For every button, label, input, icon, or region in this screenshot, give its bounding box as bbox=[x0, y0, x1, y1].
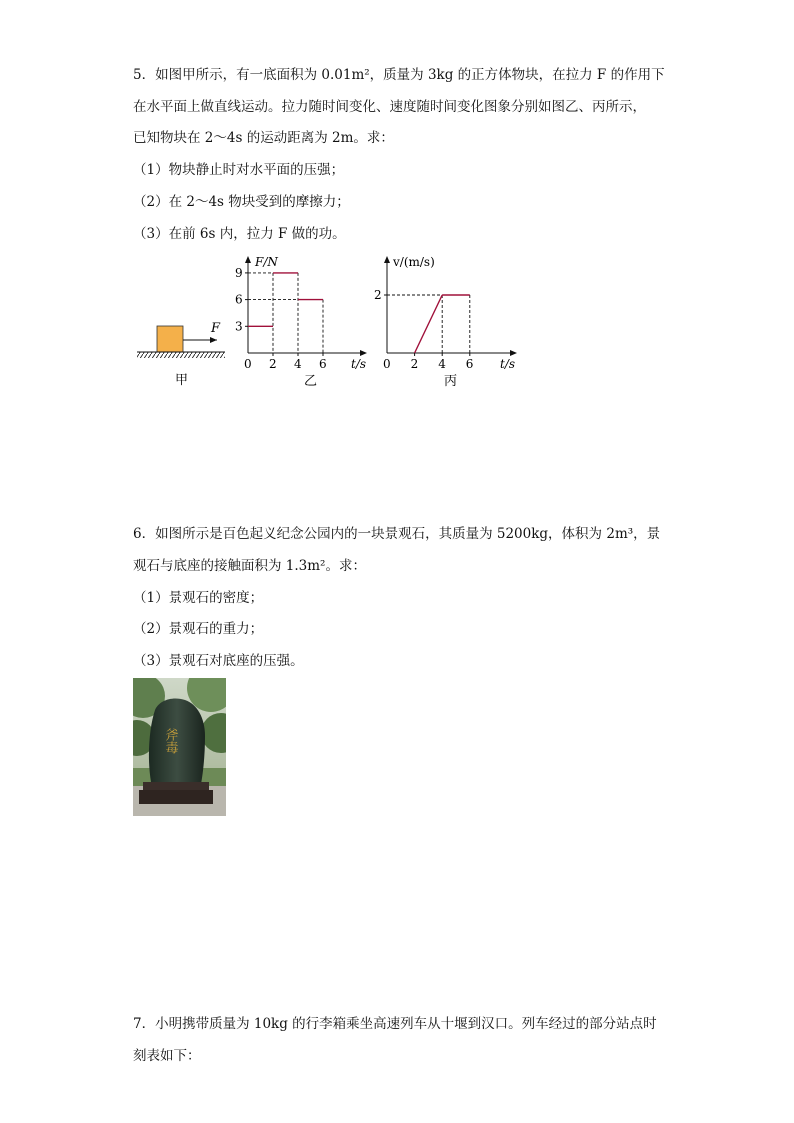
y-tick-label-2: 2 bbox=[374, 288, 382, 302]
y-axis-label bbox=[254, 255, 278, 269]
y-axis-arrow bbox=[384, 256, 390, 263]
velocity-segment-1 bbox=[415, 295, 443, 353]
x-axis-label: t/s bbox=[500, 357, 516, 371]
q6-text-line-2: 观石与底座的接触面积为 1.3m²。求： bbox=[133, 558, 366, 574]
q6-subquestion-1: （1）景观石的密度； bbox=[133, 590, 264, 606]
x-tick-label-4: 4 bbox=[294, 357, 302, 371]
figure-yi-force-time-chart bbox=[233, 252, 373, 392]
q5-text-line-1: 5．如图甲所示，有一底面积为 0.01m²，质量为 3kg 的正方体物块，在拉力 F 的作用下 bbox=[133, 67, 665, 83]
chart-yi-marks bbox=[235, 266, 327, 371]
q5-subquestion-2: （2）在 2～4s 物块受到的摩擦力； bbox=[133, 194, 350, 210]
x-tick-label-6: 6 bbox=[465, 357, 474, 371]
y-axis-label-text: F/N bbox=[255, 255, 278, 269]
block bbox=[157, 326, 183, 352]
q6-text-line-1: 6．如图所示是百色起义纪念公园内的一块景观石，其质量为 5200kg，体积为 2m³，景 bbox=[133, 526, 661, 542]
figure-jia bbox=[135, 318, 230, 393]
y-axis-arrow bbox=[245, 256, 251, 263]
y-axis-label: v/(m/s) bbox=[393, 255, 435, 269]
axes bbox=[384, 256, 517, 356]
stone-base bbox=[139, 790, 213, 804]
caption-yi: 乙 bbox=[304, 374, 318, 389]
q7-text-line-1: 7．小明携带质量为 10kg 的行李箱乘坐高速列车从十堰到汉口。列车经过的部分站点时 bbox=[133, 1016, 657, 1032]
caption-bing: 丙 bbox=[444, 374, 458, 389]
q5-subquestion-1: （1）物块静止时对水平面的压强； bbox=[133, 162, 345, 178]
q6-subquestion-2: （2）景观石的重力； bbox=[133, 621, 264, 637]
x-tick-label-2: 2 bbox=[269, 357, 277, 371]
force-label: F bbox=[211, 321, 221, 336]
y-tick-label-3: 3 bbox=[235, 319, 243, 334]
force-arrow-head bbox=[210, 337, 217, 343]
ground-hatch bbox=[137, 352, 225, 358]
q5-text-line-3: 已知物块在 2～4s 的运动距离为 2m。求： bbox=[133, 130, 394, 146]
landscape-stone-photo bbox=[133, 678, 226, 816]
caption-jia: 甲 bbox=[175, 373, 189, 388]
q7-text-line-2: 刻表如下： bbox=[133, 1048, 201, 1064]
y-tick-label-9: 9 bbox=[235, 265, 243, 280]
origin-label: 0 bbox=[244, 357, 252, 371]
stone-inscription: 斧毒 bbox=[162, 728, 178, 754]
q5-subquestion-3: （3）在前 6s 内，拉力 F 做的功。 bbox=[133, 226, 346, 242]
x-axis-arrow bbox=[360, 350, 367, 356]
figure-bing-velocity-time-chart bbox=[372, 252, 522, 392]
x-axis-arrow bbox=[510, 350, 517, 356]
x-tick-label-6: 6 bbox=[319, 357, 327, 371]
q5-text-line-2: 在水平面上做直线运动。拉力随时间变化、速度随时间变化图象分别如图乙、丙所示， bbox=[133, 99, 646, 115]
q6-subquestion-3: （3）景观石对底座的压强。 bbox=[133, 653, 304, 669]
y-tick-label-6: 6 bbox=[235, 292, 243, 307]
x-tick-label-4: 4 bbox=[438, 357, 446, 371]
x-axis-label: t/s bbox=[351, 357, 367, 371]
axes bbox=[245, 256, 367, 356]
origin-label: 0 bbox=[383, 357, 391, 371]
stone-base-top bbox=[143, 782, 209, 790]
photo-illustration bbox=[133, 678, 226, 816]
x-tick-label-2: 2 bbox=[410, 357, 419, 371]
